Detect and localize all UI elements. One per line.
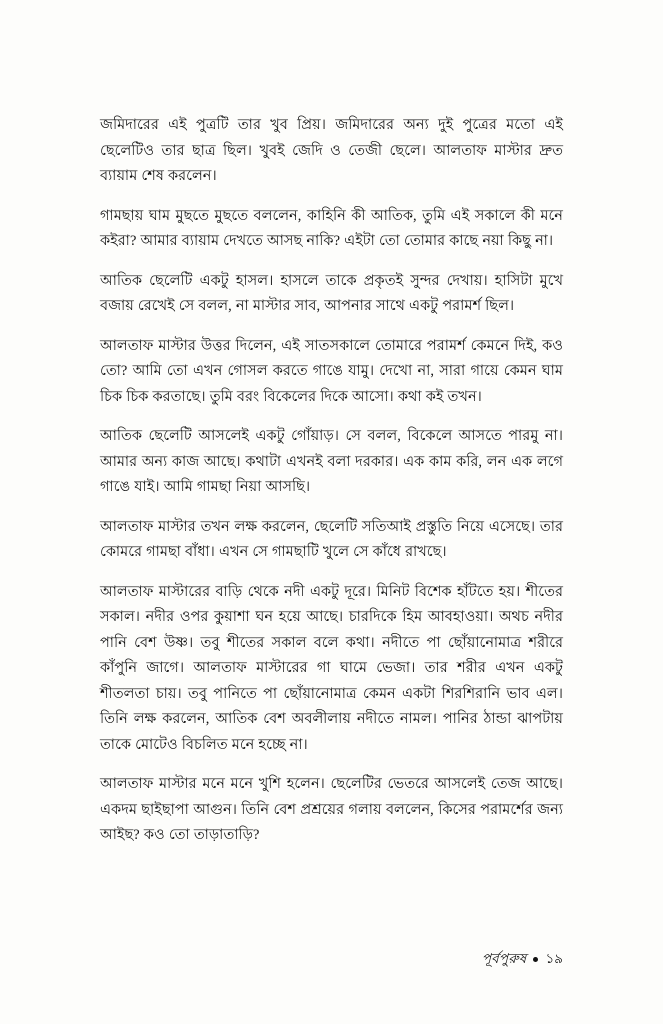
body-text-column	[100, 113, 563, 849]
bullet-dot-icon	[533, 957, 538, 962]
paragraph: আলতাফ মাস্টার উত্তর দিলেন, এই সাতসকালে তোমারে পরামর্শ কেমনে দিই, কও তো? আমি তো এখন গোসল করতে গাঙে যামু। দেখো না, সারা গায়ে কেমন ঘাম চিক চিক করতাছে। তুমি বরং বিকেলের দিকে আসো। কথা কই তখন।	[100, 337, 563, 405]
page-footer	[482, 948, 563, 971]
paragraph: গামছায় ঘাম মুছতে মুছতে বললেন, কাহিনি কী আতিক, তুমি এই সকালে কী মনে কইরা? আমার ব্যায়াম দেখতে আসছ নাকি? এইটা তো তোমার কাছে নয়া কিছু না।	[100, 207, 563, 249]
footer-book-title: পূর্বপুরুষ	[481, 951, 527, 966]
page-number: ১৯	[545, 951, 563, 966]
paragraph: আলতাফ মাস্টার তখন লক্ষ করলেন, ছেলেটি সতিআই প্রস্তুতি নিয়ে এসেছে। তার কোমরে গামছা বাঁধা। এখন সে গামছাটি খুলে সে কাঁধে রাখছে।	[100, 518, 563, 560]
paragraph: আতিক ছেলেটি আসলেই একটু গোঁয়াড়। সে বলল, বিকেলে আসতে পারমু না। আমার অন্য কাজ আছে। কথাটা এখনই বলা দরকার। এক কাম করি, লন এক লগে গাঙে যাই। আমি গামছা নিয়া আসছি।	[100, 428, 563, 495]
paragraph: আতিক ছেলেটি একটু হাসল। হাসলে তাকে প্রকৃতই সুন্দর দেখায়। হাসিটা মুখে বজায় রেখেই সে বলল, না মাস্টার সাব, আপনার সাথে একটু পরামর্শ ছিল।	[100, 272, 563, 314]
paragraph: আলতাফ মাস্টার মনে মনে খুশি হলেন। ছেলেটির ভেতরে আসলেই তেজ আছে। একদম ছাইছাপা আগুন। তিনি বেশ প্রশ্রয়ের গলায় বললেন, কিসের পরামর্শের জন্য আইছ? কও তো তাড়াতাড়ি?	[100, 776, 563, 843]
paragraph: জমিদারের এই পুত্রটি তার খুব প্রিয়। জমিদারের অন্য দুই পুত্রের মতো এই ছেলেটিও তার ছাত্র ছিল। খুবই জেদি ও তেজী ছেলে। আলতাফ মাস্টার দ্রুত ব্যায়াম শেষ করলেন।	[100, 117, 563, 184]
paragraph: আলতাফ মাস্টারের বাড়ি থেকে নদী একটু দূরে। মিনিট বিশেক হাঁটতে হয়। শীতের সকাল। নদীর ওপর কুয়াশা ঘন হয়ে আছে। চারদিকে হিম আবহাওয়া। অথচ নদীর পানি বেশ উষ্ণ। তবু শীতের সকাল বলে কথা। নদীতে পা ছোঁয়ানোমাত্র শরীরে কাঁপুনি জাগে। আলতাফ মাস্টারের গা ঘামে ভেজা। তার শরীর এখন একটু শীতলতা চায়। তবু পানিতে পা ছোঁয়ানোমাত্র কেমন একটা শিরশিরানি ভাব এল। তিনি লক্ষ করলেন, আতিক বেশ অবলীলায় নদীতে নামল। পানির ঠান্ডা ঝাপটায় তাকে মোটেও বিচলিত মনে হচ্ছে না।	[100, 583, 563, 753]
